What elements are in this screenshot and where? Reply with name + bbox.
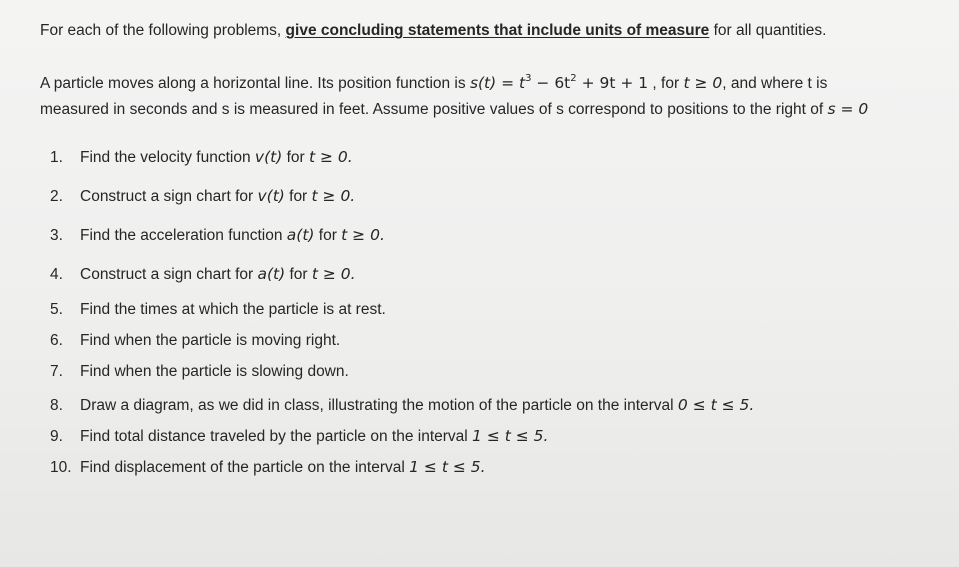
problem-item-6: 6. Find when the particle is moving right. — [50, 332, 341, 349]
instruction-line — [40, 21, 826, 41]
intro-text-c: , and where t is — [722, 75, 828, 92]
problem-item-9: 9. Find total distance traveled by the particle on the interval 1 ≤ t ≤ 5. — [50, 427, 549, 445]
instruction-suffix: for all quantities. — [709, 22, 827, 39]
problem-item-8: 8. Draw a diagram, as we did in class, illustrating the motion of the particle on the interval 0 ≤ t ≤ 5. — [50, 396, 755, 414]
intro-line-1 — [40, 73, 827, 96]
s-zero: s = 0 — [827, 100, 869, 118]
problem-item-10: 10. Find displacement of the particle on the interval 1 ≤ t ≤ 5. — [50, 458, 486, 476]
instruction-prefix: For each of the following problems, — [40, 22, 286, 39]
intro-text-b: , for — [648, 75, 684, 92]
problem-item-3: 3. Find the acceleration function a(t) for t ≥ 0. — [50, 226, 385, 244]
instruction-emphasis: give concluding statements that include units of measure — [285, 22, 710, 39]
problem-item-1: 1. Find the velocity function v(t) for t ≥ 0. — [50, 148, 353, 166]
problem-item-4: 4. Construct a sign chart for a(t) for t ≥ 0. — [50, 265, 356, 283]
position-function: $s(t) = t^3 - 6t^2 + 9t + 1$ — [469, 73, 649, 92]
t-condition: t ≥ 0 — [683, 74, 723, 92]
intro-text-a: A particle moves along a horizontal line. Its position function is — [40, 75, 470, 92]
problem-item-2: 2. Construct a sign chart for v(t) for t ≥ 0. — [50, 187, 356, 205]
problem-item-5: 5. Find the times at which the particle is at rest. — [50, 301, 386, 318]
problem-item-7: 7. Find when the particle is slowing down. — [50, 363, 349, 380]
intro-line-2 — [40, 99, 868, 120]
intro-text-d: measured in seconds and s is measured in feet. Assume positive values of s correspond to positions to the right of — [40, 101, 828, 118]
